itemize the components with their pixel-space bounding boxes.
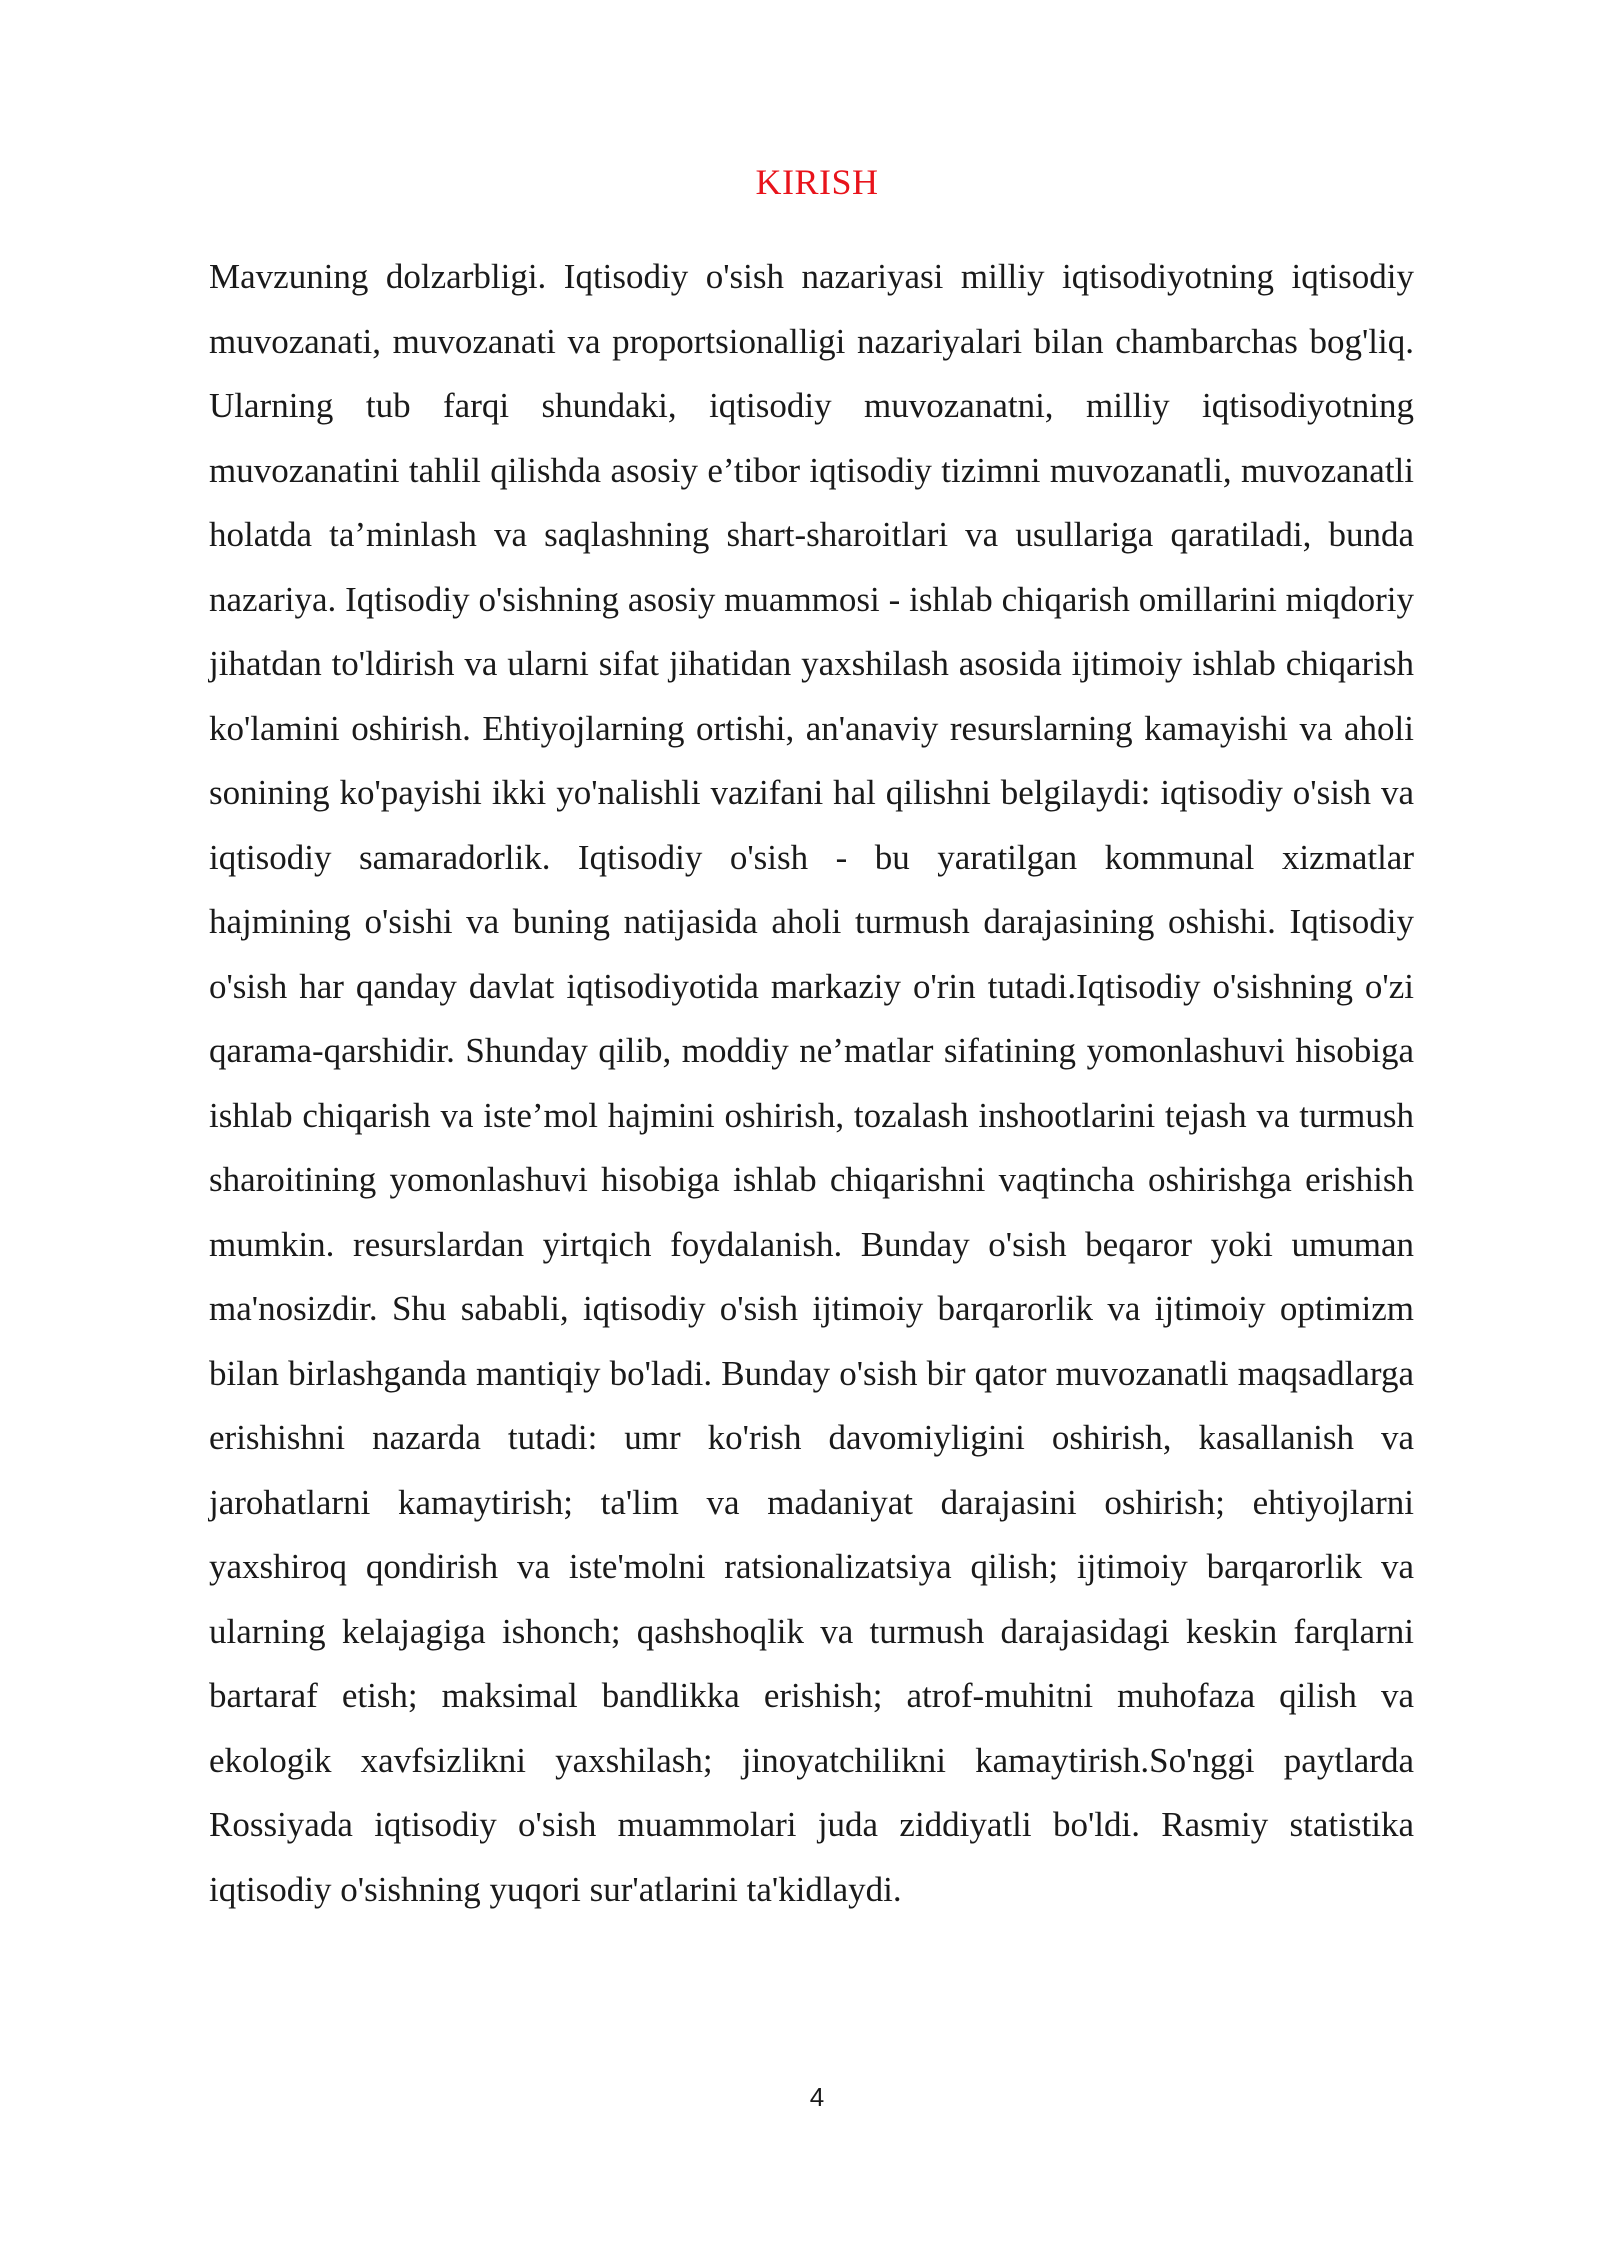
section-title: KIRISH [755,162,879,202]
page-number: 4 [809,2082,825,2112]
body-paragraph: Mavzuning dolzarbligi. Iqtisodiy o'sish nazariyasi milliy iqtisodiyotning iqtisodiy muvozanati, muvozanati va proportsionalligi nazariyalari bilan chambarchas bog'liq. Ularning tub farqi shundaki, iqtisodiy muvozanatni, milliy iqtisodiyotning muvozanatini tahlil qilishda asosiy e’tibor iqtisodiy tizimni muvozanatli, muvozanatli holatda ta’minlash va saqlashning shart-sharoitlari va usullariga qaratiladi, bunda nazariya. Iqtisodiy o'sishning asosiy muammosi - ishlab chiqarish omillarini miqdoriy jihatdan to'ldirish va ularni sifat jihatidan yaxshilash asosida ijtimoiy ishlab chiqarish ko'lamini oshirish. Ehtiyojlarning ortishi, an'anaviy resurslarning kamayishi va aholi sonining ko'payishi ikki yo'nalishli vazifani hal qilishni belgilaydi: iqtisodiy o'sish va iqtisodiy samaradorlik. Iqtisodiy o'sish - bu yaratilgan kommunal xizmatlar hajmining o'sishi va buning natijasida aholi turmush darajasining oshishi. Iqtisodiy o'sish har qanday davlat iqtisodiyotida markaziy o'rin tutadi.Iqtisodiy o'sishning o'zi qarama-qarshidir. Shunday qilib, moddiy ne’matlar sifatining yomonlashuvi hisobiga ishlab chiqarish va iste’mol hajmini oshirish, tozalash inshootlarini tejash va turmush sharoitining yomonlashuvi hisobiga ishlab chiqarishni vaqtincha oshirishga erishish mumkin. resurslardan yirtqich foydalanish. Bunday o'sish beqaror yoki umuman ma'nosizdir. Shu sababli, iqtisodiy o'sish ijtimoiy barqarorlik va ijtimoiy optimizm bilan birlashganda mantiqiy bo'ladi. Bunday o'sish bir qator muvozanatli maqsadlarga erishishni nazarda tutadi: umr ko'rish davomiyligini oshirish, kasallanish va jarohatlarni kamaytirish; ta'lim va madaniyat darajasini oshirish; ehtiyojlarni yaxshiroq qondirish va iste'molni ratsionalizatsiya qilish; ijtimoiy barqarorlik va ularning kelajagiga ishonch; qashshoqlik va turmush darajasidagi keskin farqlarni bartaraf etish; maksimal bandlikka erishish; atrof-muhitni muhofaza qilish va ekologik xavfsizlikni yaxshilash; jinoyatchilikni kamaytirish.So'nggi paytlarda Rossiyada iqtisodiy o'sish muammolari juda ziddiyatli bo'ldi. Rasmiy statistika iqtisodiy o'sishning yuqori sur'atlarini ta'kidlaydi. [209,257,1414,1909]
